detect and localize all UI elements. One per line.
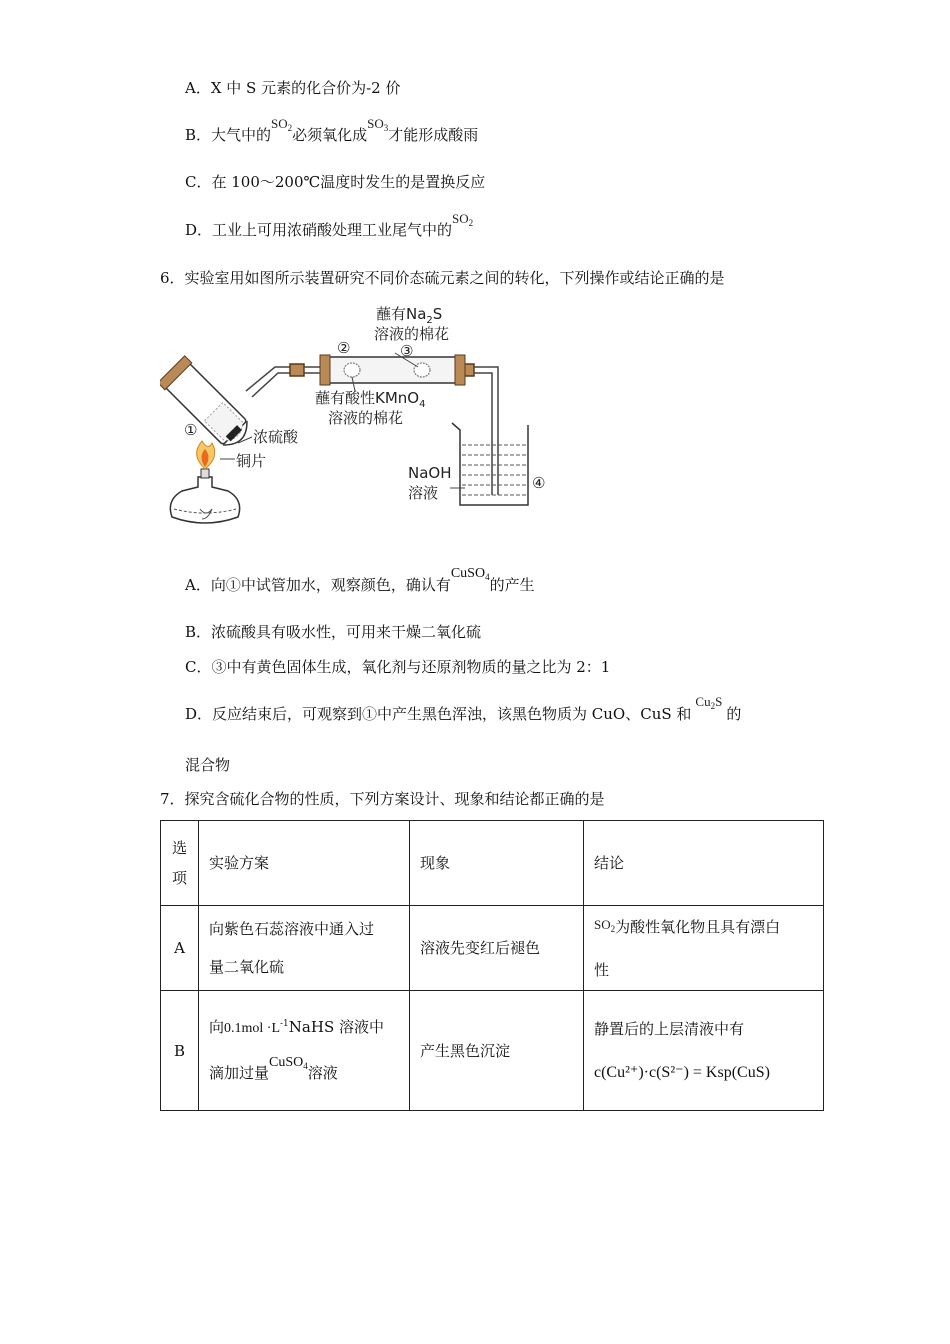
q5-b-so2: $SO_2$ bbox=[271, 116, 293, 133]
circle-3: ③ bbox=[400, 342, 414, 360]
header-option-1: 选 bbox=[171, 839, 187, 857]
ksp-formula: c(Cu²⁺)·c(S²⁻) = Ksp(CuS) bbox=[594, 1063, 770, 1081]
header-phenomenon: 现象 bbox=[410, 821, 584, 906]
label-naoh: NaOH bbox=[408, 464, 452, 482]
q6-option-b: B．浓硫酸具有吸水性，可用来干燥二氧化硫 bbox=[185, 623, 482, 641]
test-tube-icon bbox=[160, 356, 255, 453]
label-na2s: 蘸有$Na_2S$ bbox=[376, 305, 443, 326]
row-a-phenomenon: 溶液先变红后褪色 bbox=[410, 906, 584, 991]
q6-option-a: A．向①中试管加水，观察颜色，确认有CuSO$_4$的产生 bbox=[185, 566, 535, 594]
q5-d-so2: $SO_2$ bbox=[452, 211, 474, 228]
row-b-plan: 向$0.1mol \cdot L^{-1}NaHS$ 溶液中 滴加过量CuSO$_4$溶液 bbox=[199, 991, 410, 1111]
q5-option-d bbox=[185, 211, 474, 245]
q5-b-text-3: 才能形成酸雨 bbox=[388, 126, 479, 144]
label-copper: 铜片 bbox=[236, 452, 267, 470]
header-plan: 实验方案 bbox=[199, 821, 410, 906]
table-row bbox=[161, 991, 824, 1111]
circle-2: ② bbox=[337, 339, 351, 357]
label-solution: 溶液 bbox=[408, 484, 439, 502]
q7-table bbox=[160, 820, 824, 1111]
table-header-row bbox=[161, 821, 824, 906]
label-cotton-2: 溶液的棉花 bbox=[328, 409, 404, 427]
q5-b-text-1: B．大气中的 bbox=[185, 126, 272, 144]
glass-tube bbox=[320, 355, 465, 385]
row-b-conclusion: 静置后的上层清液中有 c(Cu²⁺)·c(S²⁻) = Ksp(CuS) bbox=[584, 991, 824, 1111]
apparatus-diagram bbox=[160, 295, 580, 540]
q5-option-b bbox=[185, 116, 479, 150]
q5-option-c: C．在 100～200℃温度时发生的是置换反应 bbox=[185, 173, 486, 191]
q5-b-text-2: 必须氧化成 bbox=[292, 126, 368, 144]
q6-option-d-cont: 混合物 bbox=[185, 756, 231, 774]
q5-b-so3: $SO_3$ bbox=[367, 116, 389, 133]
row-b-option: B bbox=[161, 991, 199, 1111]
circle-1: ① bbox=[184, 421, 198, 439]
q6-option-c: C．③中有黄色固体生成，氧化剂与还原剂物质的量之比为 2：1 bbox=[185, 658, 611, 676]
label-conc-acid: 浓硫酸 bbox=[253, 428, 299, 446]
q7-stem: 7．探究含硫化合物的性质，下列方案设计、现象和结论都正确的是 bbox=[160, 790, 605, 808]
header-option bbox=[161, 821, 199, 906]
header-conclusion: 结论 bbox=[584, 821, 824, 906]
q5-d-text: D．工业上可用浓硝酸处理工业尾气中的 bbox=[185, 221, 453, 239]
row-b-phenomenon: 产生黑色沉淀 bbox=[410, 991, 584, 1111]
beaker-icon bbox=[452, 423, 528, 505]
q6-option-d: D．反应结束后，可观察到①中产生黑色浑浊，该黑色物质为 CuO、CuS 和$Cu_2S$的 bbox=[185, 694, 742, 723]
row-a-plan: 向紫色石蕊溶液中通入过 量二氧化硫 bbox=[199, 906, 410, 991]
label-kmno4: 蘸有酸性KMnO$_4$ bbox=[315, 389, 426, 410]
row-a-option: A bbox=[161, 906, 199, 991]
header-option-2: 项 bbox=[171, 869, 187, 887]
q6-d-cu2s: $Cu_2S$ bbox=[695, 694, 723, 711]
alcohol-lamp-icon bbox=[170, 441, 239, 523]
q6-a-cuso4: CuSO$_4$ bbox=[450, 566, 490, 582]
circle-4: ④ bbox=[532, 474, 546, 492]
q5-option-a: A．X 中 S 元素的化合价为-2 价 bbox=[185, 79, 401, 97]
table-row bbox=[161, 906, 824, 991]
row-a-conclusion: $SO_2$为酸性氧化物且具有漂白 性 bbox=[584, 906, 824, 991]
label-cotton-1: 溶液的棉花 bbox=[374, 325, 450, 343]
q6-stem: 6．实验室用如图所示装置研究不同价态硫元素之间的转化，下列操作或结论正确的是 bbox=[160, 269, 725, 287]
